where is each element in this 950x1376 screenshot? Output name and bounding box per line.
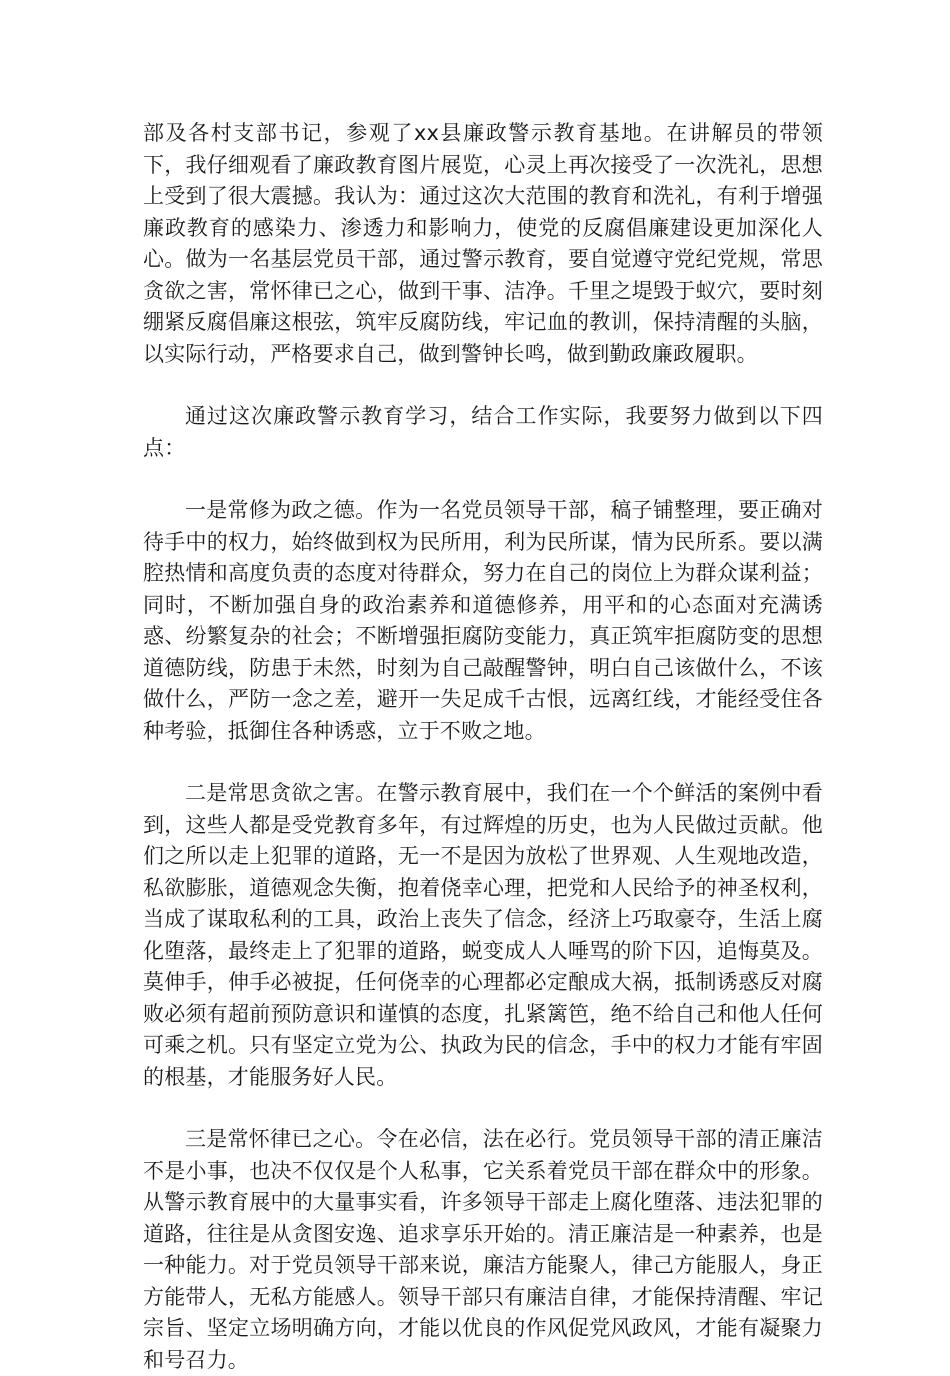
- paragraph-point-one: 一是常修为政之德。作为一名党员领导干部，稿子铺整理，要正确对待手中的权力，始终做到权为民所用，利为民所谋，情为民所系。要以满腔热情和高度负责的态度对待群众，努力在自己的岗位上为群众谋利益；同时，不断加强自身的政治素养和道德修养，用平和的心态面对充满诱惑、纷繁复杂的社会；不断增强拒腐防变能力，真正筑牢拒腐防变的思想道德防线，防患于未然，时刻为自己敲醒警钟，明白自己该做什么，不该做什么，严防一念之差，避开一失足成千古恨，远离红线，才能经受住各种考验，抵御住各种诱惑，立于不败之地。: [143, 498, 823, 743]
- paragraph-point-two: 二是常思贪欲之害。在警示教育展中，我们在一个个鲜活的案例中看到，这些人都是受党教育多年，有过辉煌的历史，也为人民做过贡献。他们之所以走上犯罪的道路，无一不是因为放松了世界观、人生观地改造，私欲膨胀，道德观念失衡，抱着侥幸心理，把党和人民给予的神圣权利，当成了谋取私利的工具，政治上丧失了信念，经济上巧取豪夺，生活上腐化堕落，最终走上了犯罪的道路，蜕变成人人唾骂的阶下囚，追悔莫及。莫伸手，伸手必被捉，任何侥幸的心理都必定酿成大祸，抵制诱惑反对腐败必须有超前预防意识和谨慎的态度，扎紧篱笆，绝不给自己和他人任何可乘之机。只有坚定立党为公、执政为民的信念，手中的权力才能有牢固的根基，才能服务好人民。: [143, 781, 823, 1089]
- document-body: [143, 118, 823, 1376]
- paragraph-continuation: 部及各村支部书记，参观了xx县廉政警示教育基地。在讲解员的带领下，我仔细观看了廉政教育图片展览，心灵上再次接受了一次洗礼，思想上受到了很大震撼。我认为：通过这次大范围的教育和洗礼，有利于增强廉政教育的感染力、渗透力和影响力，使党的反腐倡廉建设更加深化人心。做为一名基层党员干部，通过警示教育，要自觉遵守党纪党规，常思贪欲之害，常怀律已之心，做到干事、洁净。千里之堤毁于蚁穴，要时刻绷紧反腐倡廉这根弦，筑牢反腐防线，牢记血的教训，保持清醒的头脑，以实际行动，严格要求自己，做到警钟长鸣，做到勤政廉政履职。: [143, 121, 823, 366]
- paragraph-intro: 通过这次廉政警示教育学习，结合工作实际，我要努力做到以下四点：: [143, 404, 823, 460]
- paragraph-point-three: 三是常怀律已之心。令在必信，法在必行。党员领导干部的清正廉洁不是小事，也决不仅仅是个人私事，它关系着党员干部在群众中的形象。从警示教育展中的大量事实看，许多领导干部走上腐化堕落、违法犯罪的道路，往往是从贪图安逸、追求享乐开始的。清正廉洁是一种素养，也是一种能力。对于党员领导干部来说，廉洁方能聚人，律己方能服人，身正方能带人，无私方能感人。领导干部只有廉洁自律，才能保持清醒、牢记宗旨、坚定立场明确方向，才能以优良的作风促党风政风，才能有凝聚力和号召力。: [143, 1127, 823, 1372]
